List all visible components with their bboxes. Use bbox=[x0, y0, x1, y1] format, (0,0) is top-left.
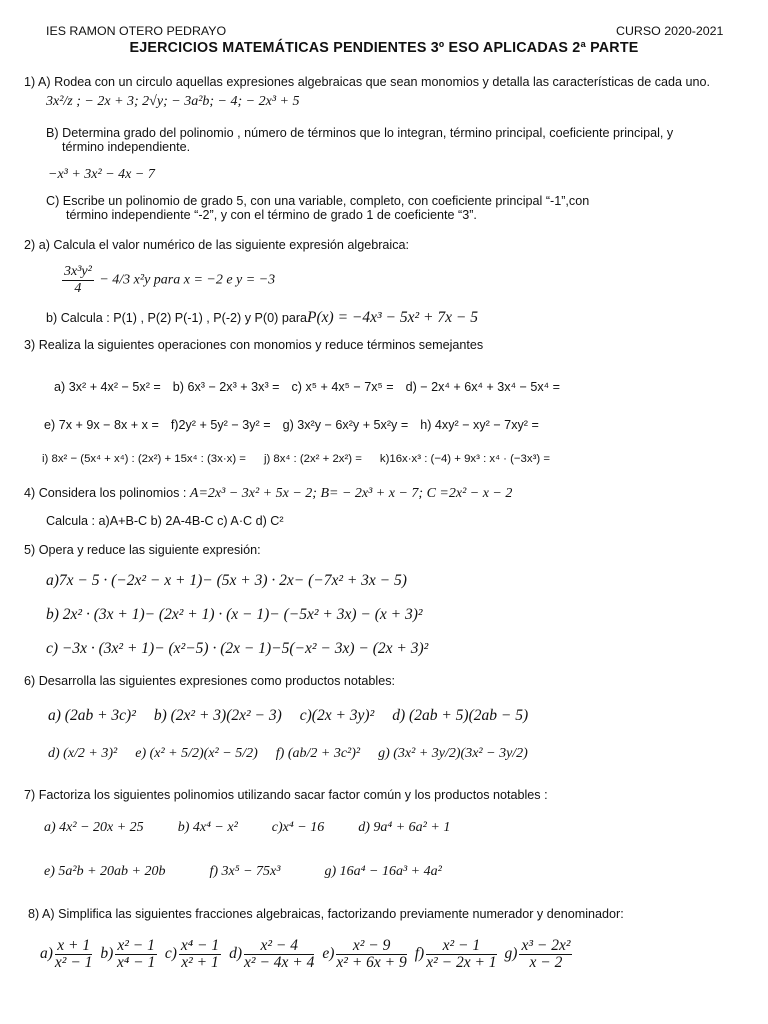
q8-intro: 8) A) Simplifica las siguientes fracciones algebraicas, factorizando previamente numerador y denominador: bbox=[28, 907, 624, 921]
q8-fraction-2 bbox=[164, 937, 223, 971]
q8-fraction-denominator: x⁴ − 1 bbox=[116, 954, 156, 971]
q2-a-frac-den: 4 bbox=[74, 281, 82, 296]
q7-row2 bbox=[44, 864, 486, 880]
q3-row1-item-2: c) x⁵ + 4x⁵ − 7x⁵ = bbox=[291, 380, 394, 394]
q8-fraction-numerator: x + 1 bbox=[55, 938, 93, 955]
q2-a-rest: − 4/3 x²y para x = −2 e y = −3 bbox=[99, 272, 276, 288]
q1-expression: 3x²/z ; − 2x + 3; 2√y; − 3a²b; − 4; − 2x³ + 5 bbox=[46, 94, 300, 109]
q7-row1-item-3: d) 9a⁴ + 6a² + 1 bbox=[358, 820, 451, 835]
q6-row1-item-3: d) (2ab + 5)(2ab − 5) bbox=[392, 707, 529, 724]
q6-row2-item-3: g) (3x² + 3y/2)(3x² − 3y/2) bbox=[378, 746, 528, 761]
q3-row2-item-0: e) 7x + 9x − 8x + x = bbox=[44, 418, 159, 432]
q8-fraction-label: e) bbox=[322, 945, 335, 963]
q6-intro: 6) Desarrolla las siguientes expresiones como productos notables: bbox=[24, 674, 396, 688]
q2-b-text: b) Calcula : P(1) , P(2) P(-1) , P(-2) y P(0) para bbox=[46, 311, 308, 325]
q6-row2-item-1: e) (x² + 5/2)(x² − 5/2) bbox=[135, 746, 258, 761]
q4-intro: 4) Considera los polinomios : bbox=[24, 486, 187, 500]
q6-row2-item-0: d) (x/2 + 3)² bbox=[48, 746, 118, 761]
q3-row1-item-0: a) 3x² + 4x² − 5x² = bbox=[54, 380, 161, 394]
q5-c: c) −3x · (3x² + 1)− (x²−5) · (2x − 1)−5(−x² − 3x) − (2x + 3)² bbox=[46, 640, 429, 657]
q7-row2-item-1: f) 3x⁵ − 75x³ bbox=[209, 864, 281, 879]
q6-row1-item-0: a) (2ab + 3c)² bbox=[48, 707, 136, 724]
q6-row1-item-1: b) (2x² + 3)(2x² − 3) bbox=[153, 707, 282, 724]
q3-row2-item-3: h) 4xy² − xy² − 7xy² = bbox=[420, 418, 539, 432]
q8-fraction-denominator: x² − 4x + 4 bbox=[244, 954, 315, 971]
q8-fraction-denominator: x² + 1 bbox=[181, 954, 219, 971]
q8-fraction-denominator: x² + 6x + 9 bbox=[336, 954, 407, 971]
q2-a-expression bbox=[60, 264, 275, 297]
q8-fraction-numerator: x² − 9 bbox=[336, 938, 406, 955]
q6-row2 bbox=[48, 746, 546, 762]
course-year: CURSO 2020-2021 bbox=[616, 24, 724, 38]
q7-row1-item-2: c)x⁴ − 16 bbox=[271, 820, 325, 835]
q7-intro: 7) Factoriza los siguientes polinomios utilizando sacar factor común y los productos notables : bbox=[24, 788, 548, 802]
q6-row1-item-2: c)(2x + 3y)² bbox=[299, 707, 375, 724]
q5-a: a)7x − 5 · (−2x² − x + 1)− (5x + 3) · 2x− (−7x² + 3x − 5) bbox=[46, 572, 407, 589]
q4-polynomials: A=2x³ − 3x² + 5x − 2; B= − 2x³ + x − 7; C =2x² − x − 2 bbox=[189, 486, 513, 501]
q8-fraction-label: b) bbox=[100, 945, 114, 963]
q8-fraction-denominator: x² − 2x + 1 bbox=[426, 954, 497, 971]
q1-b-polynomial: −x³ + 3x² − 4x − 7 bbox=[48, 167, 155, 182]
q5-b: b) 2x² · (3x + 1)− (2x² + 1) · (x − 1)− (−5x² + 3x) − (x + 3)² bbox=[46, 606, 423, 623]
q3-row3-item-2: k)16x·x³ : (−4) + 9x³ : x⁴ · (−3x³) = bbox=[379, 453, 550, 465]
q2-a-fraction bbox=[62, 264, 94, 297]
q8-fraction-numerator: x⁴ − 1 bbox=[180, 937, 220, 954]
q8-fraction-6 bbox=[504, 937, 575, 971]
q7-row2-item-0: e) 5a²b + 20ab + 20b bbox=[44, 864, 166, 879]
q6-row1 bbox=[48, 707, 546, 725]
q3-row3-item-0: i) 8x² − (5x⁴ + x⁴) : (2x²) + 15x⁴ : (3x·x) = bbox=[42, 453, 246, 465]
q1-c-line2: término independiente “-2”, y con el término de grado 1 de coeficiente “3”. bbox=[66, 208, 477, 222]
q8-fraction-numerator: x² − 1 bbox=[426, 938, 496, 955]
q8-fraction-label: g) bbox=[504, 945, 518, 963]
q8-fraction-0 bbox=[40, 937, 94, 971]
q3-row2 bbox=[44, 418, 551, 432]
q8-fraction-numerator: x² − 1 bbox=[117, 937, 155, 954]
q8-fraction-3 bbox=[229, 937, 316, 971]
q3-row1 bbox=[54, 380, 572, 394]
school-name: IES RAMON OTERO PEDRAYO bbox=[46, 24, 227, 38]
q3-row1-item-3: d) − 2x⁴ + 6x⁴ + 3x⁴ − 5x⁴ = bbox=[405, 380, 560, 394]
q8-fraction-denominator: x² − 1 bbox=[54, 954, 93, 971]
q7-row1-item-1: b) 4x⁴ − x² bbox=[177, 820, 238, 835]
q3-row3 bbox=[42, 453, 568, 465]
q3-intro: 3) Realiza la siguientes operaciones con monomios y reduce términos semejantes bbox=[24, 338, 484, 352]
q8-fraction-5 bbox=[414, 937, 499, 971]
q5-intro: 5) Opera y reduce las siguiente expresión: bbox=[24, 543, 261, 557]
q1-c-line1: C) Escribe un polinomio de grado 5, con una variable, completo, con coeficiente principal “-1”,con bbox=[46, 194, 590, 208]
q8-fraction-1 bbox=[100, 937, 158, 971]
q2-a-frac-num: 3x³y² bbox=[64, 264, 92, 279]
q7-row1 bbox=[44, 820, 484, 836]
q1-intro: 1) A) Rodea con un circulo aquellas expresiones algebraicas que sean monomios y detalla las características de cada uno. bbox=[24, 75, 711, 89]
q8-fraction-label: d) bbox=[229, 945, 243, 963]
q7-row1-item-0: a) 4x² − 20x + 25 bbox=[44, 820, 144, 835]
q8-fraction-numerator: x² − 4 bbox=[244, 938, 314, 955]
q6-row2-item-2: f) (ab/2 + 3c²)² bbox=[275, 746, 361, 761]
q1-b-line2: término independiente. bbox=[62, 140, 191, 154]
q4-calc: Calcula : a)A+B-C b) 2A-4B-C c) A·C d) C² bbox=[46, 514, 284, 528]
q8-fraction-denominator: x − 2 bbox=[529, 954, 563, 971]
q2-b-line bbox=[46, 309, 478, 327]
q7-row2-item-2: g) 16a⁴ − 16a³ + 4a² bbox=[324, 864, 442, 879]
q3-row1-item-1: b) 6x³ − 2x³ + 3x³ = bbox=[172, 380, 280, 394]
q8-fraction-4 bbox=[322, 937, 408, 971]
q4-line bbox=[24, 486, 512, 502]
q1-b-line1: B) Determina grado del polinomio , número de términos que lo integran, término principal, coeficiente principal, y bbox=[46, 126, 674, 140]
q3-row2-item-1: f)2y² + 5y² − 3y² = bbox=[170, 418, 271, 432]
q2-b-polynomial: P(x) = −4x³ − 5x² + 7x − 5 bbox=[307, 309, 478, 326]
q8-fractions bbox=[40, 938, 580, 971]
q8-fraction-label: f) bbox=[414, 945, 425, 963]
q8-fraction-label: c) bbox=[164, 945, 177, 963]
q3-row2-item-2: g) 3x²y − 6x²y + 5x²y = bbox=[282, 418, 409, 432]
q8-fraction-numerator: x³ − 2x² bbox=[521, 937, 571, 954]
q3-row3-item-1: j) 8x⁴ : (2x² + 2x²) = bbox=[263, 453, 362, 465]
q8-fraction-label: a) bbox=[40, 945, 53, 963]
page-title: EJERCICIOS MATEMÁTICAS PENDIENTES 3º ESO APLICADAS 2ª PARTE bbox=[129, 40, 639, 56]
q2-a-text: 2) a) Calcula el valor numérico de las siguiente expresión algebraica: bbox=[24, 238, 410, 252]
